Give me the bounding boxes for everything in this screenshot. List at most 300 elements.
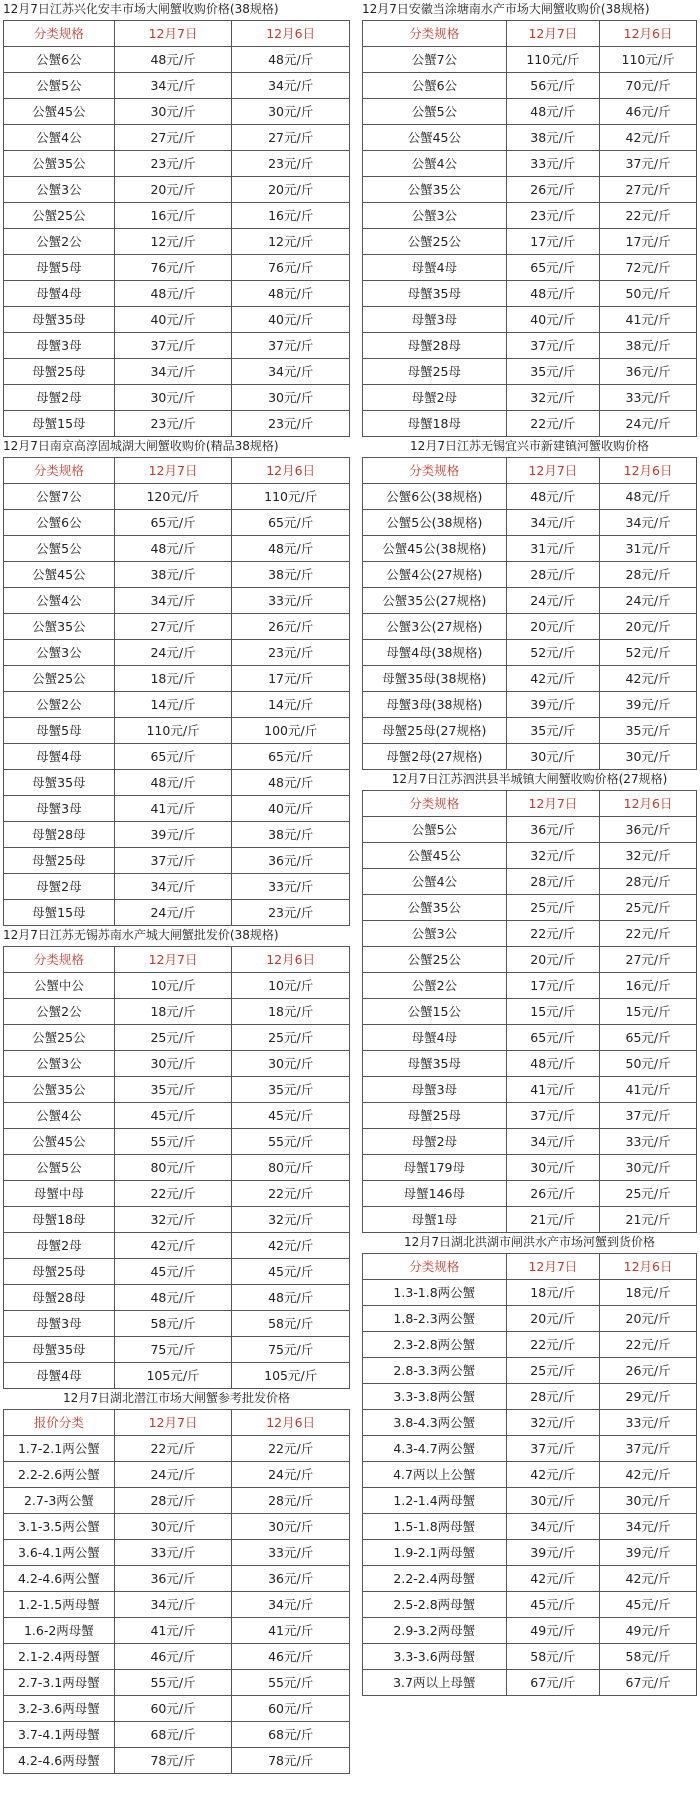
table-row bbox=[4, 125, 350, 151]
spec-cell: 3.3-3.6两母蟹 bbox=[363, 1644, 507, 1670]
price-cell: 28元/斤 bbox=[114, 1488, 232, 1514]
spec-cell: 母蟹25母(27规格) bbox=[363, 718, 507, 744]
spec-cell: 公蟹45公 bbox=[4, 562, 115, 588]
price-cell: 45元/斤 bbox=[114, 1103, 232, 1129]
table-row bbox=[363, 921, 697, 947]
table-row bbox=[4, 692, 350, 718]
price-table bbox=[362, 1253, 697, 1696]
price-cell: 31元/斤 bbox=[506, 536, 600, 562]
table-row bbox=[363, 1207, 697, 1233]
spec-cell: 公蟹4公 bbox=[4, 125, 115, 151]
price-cell: 24元/斤 bbox=[232, 1462, 350, 1488]
price-cell: 26元/斤 bbox=[232, 614, 350, 640]
price-cell: 58元/斤 bbox=[232, 1311, 350, 1337]
price-cell: 37元/斤 bbox=[600, 151, 697, 177]
spec-cell: 3.2-3.6两母蟹 bbox=[4, 1696, 115, 1722]
table-row bbox=[4, 1696, 350, 1722]
table-row bbox=[363, 99, 697, 125]
block-title: 12月7日江苏兴化安丰市场大闸蟹收购价格(38规格) bbox=[3, 2, 279, 16]
price-cell: 24元/斤 bbox=[506, 588, 600, 614]
price-cell: 42元/斤 bbox=[600, 1462, 697, 1488]
spec-cell: 3.1-3.5两公蟹 bbox=[4, 1514, 115, 1540]
price-cell: 30元/斤 bbox=[506, 744, 600, 770]
column-header: 12月6日 bbox=[600, 21, 697, 47]
price-cell: 33元/斤 bbox=[232, 588, 350, 614]
spec-cell: 母蟹3母 bbox=[4, 333, 115, 359]
spec-cell: 母蟹18母 bbox=[4, 1207, 115, 1233]
price-cell: 49元/斤 bbox=[506, 1618, 600, 1644]
price-cell: 34元/斤 bbox=[114, 588, 232, 614]
table-row bbox=[4, 999, 350, 1025]
spec-cell: 2.2-2.4两母蟹 bbox=[363, 1566, 507, 1592]
table-row bbox=[4, 718, 350, 744]
price-cell: 41元/斤 bbox=[600, 1077, 697, 1103]
table-row bbox=[363, 1488, 697, 1514]
price-cell: 20元/斤 bbox=[506, 1306, 600, 1332]
price-table bbox=[3, 1409, 350, 1774]
price-cell: 32元/斤 bbox=[600, 843, 697, 869]
spec-cell: 母蟹35母 bbox=[363, 281, 507, 307]
table-row bbox=[4, 1488, 350, 1514]
spec-cell: 公蟹35公 bbox=[4, 1077, 115, 1103]
price-cell: 10元/斤 bbox=[114, 973, 232, 999]
table-row bbox=[363, 1436, 697, 1462]
price-cell: 76元/斤 bbox=[232, 255, 350, 281]
table-row bbox=[363, 1592, 697, 1618]
table-row bbox=[363, 1514, 697, 1540]
price-cell: 34元/斤 bbox=[506, 1514, 600, 1540]
table-row bbox=[4, 1259, 350, 1285]
price-cell: 48元/斤 bbox=[114, 770, 232, 796]
price-cell: 40元/斤 bbox=[232, 307, 350, 333]
price-cell: 34元/斤 bbox=[600, 1514, 697, 1540]
spec-cell: 公蟹25公 bbox=[363, 229, 507, 255]
spec-cell: 公蟹3公 bbox=[4, 1051, 115, 1077]
table-header-row bbox=[4, 458, 350, 484]
table-row bbox=[4, 796, 350, 822]
price-cell: 67元/斤 bbox=[600, 1670, 697, 1696]
spec-cell: 公蟹25公 bbox=[363, 947, 507, 973]
price-cell: 34元/斤 bbox=[114, 874, 232, 900]
price-cell: 35元/斤 bbox=[232, 1077, 350, 1103]
price-cell: 39元/斤 bbox=[600, 1540, 697, 1566]
price-cell: 40元/斤 bbox=[232, 796, 350, 822]
price-cell: 39元/斤 bbox=[114, 822, 232, 848]
table-row bbox=[363, 73, 697, 99]
table-row bbox=[4, 99, 350, 125]
spec-cell: 母蟹3母(38规格) bbox=[363, 692, 507, 718]
table-header-row bbox=[363, 21, 697, 47]
spec-cell: 2.7-3.1两母蟹 bbox=[4, 1670, 115, 1696]
spec-cell: 母蟹1母 bbox=[363, 1207, 507, 1233]
spec-cell: 母蟹4母 bbox=[4, 281, 115, 307]
price-cell: 20元/斤 bbox=[600, 614, 697, 640]
price-cell: 48元/斤 bbox=[506, 99, 600, 125]
column-header: 12月7日 bbox=[506, 458, 600, 484]
column-header: 分类规格 bbox=[363, 791, 507, 817]
spec-cell: 母蟹179母 bbox=[363, 1155, 507, 1181]
price-cell: 34元/斤 bbox=[600, 510, 697, 536]
price-cell: 18元/斤 bbox=[114, 999, 232, 1025]
price-cell: 28元/斤 bbox=[232, 1488, 350, 1514]
table-row bbox=[4, 973, 350, 999]
price-cell: 70元/斤 bbox=[600, 73, 697, 99]
price-cell: 25元/斤 bbox=[232, 1025, 350, 1051]
spec-cell: 母蟹25母 bbox=[4, 1259, 115, 1285]
price-cell: 17元/斤 bbox=[506, 229, 600, 255]
table-row bbox=[363, 385, 697, 411]
price-cell: 41元/斤 bbox=[114, 796, 232, 822]
table-row bbox=[4, 510, 350, 536]
column-header: 报价分类 bbox=[4, 1410, 115, 1436]
price-cell: 22元/斤 bbox=[114, 1436, 232, 1462]
spec-cell: 母蟹3母 bbox=[4, 1311, 115, 1337]
price-cell: 16元/斤 bbox=[114, 203, 232, 229]
column-header: 12月7日 bbox=[506, 21, 600, 47]
block-title: 12月7日江苏无锡苏南水产城大闸蟹批发价(38规格) bbox=[3, 928, 279, 942]
price-cell: 23元/斤 bbox=[232, 640, 350, 666]
price-cell: 55元/斤 bbox=[232, 1129, 350, 1155]
spec-cell: 母蟹25母 bbox=[363, 359, 507, 385]
spec-cell: 公蟹2公 bbox=[4, 692, 115, 718]
price-cell: 48元/斤 bbox=[232, 770, 350, 796]
price-cell: 38元/斤 bbox=[232, 822, 350, 848]
table-row bbox=[363, 614, 697, 640]
spec-cell: 公蟹6公 bbox=[4, 47, 115, 73]
column-header: 12月6日 bbox=[232, 21, 350, 47]
spec-cell: 公蟹4公(27规格) bbox=[363, 562, 507, 588]
price-cell: 27元/斤 bbox=[114, 125, 232, 151]
table-row bbox=[4, 47, 350, 73]
price-cell: 45元/斤 bbox=[232, 1259, 350, 1285]
spec-cell: 1.3-1.8两公蟹 bbox=[363, 1280, 507, 1306]
price-cell: 110元/斤 bbox=[506, 47, 600, 73]
spec-cell: 母蟹35母 bbox=[4, 1337, 115, 1363]
spec-cell: 母蟹4母 bbox=[4, 1363, 115, 1389]
spec-cell: 公蟹6公 bbox=[363, 73, 507, 99]
table-row bbox=[363, 895, 697, 921]
price-cell: 105元/斤 bbox=[114, 1363, 232, 1389]
spec-cell: 母蟹中母 bbox=[4, 1181, 115, 1207]
spec-cell: 4.7两以上公蟹 bbox=[363, 1462, 507, 1488]
price-cell: 42元/斤 bbox=[506, 666, 600, 692]
spec-cell: 母蟹2母 bbox=[363, 385, 507, 411]
table-row bbox=[4, 1592, 350, 1618]
table-row bbox=[4, 333, 350, 359]
price-cell: 72元/斤 bbox=[600, 255, 697, 281]
price-cell: 15元/斤 bbox=[600, 999, 697, 1025]
spec-cell: 母蟹28母 bbox=[4, 822, 115, 848]
spec-cell: 公蟹45公 bbox=[4, 1129, 115, 1155]
table-row bbox=[363, 640, 697, 666]
price-cell: 30元/斤 bbox=[114, 1051, 232, 1077]
price-cell: 22元/斤 bbox=[506, 411, 600, 437]
price-cell: 50元/斤 bbox=[600, 1051, 697, 1077]
column-header: 12月6日 bbox=[232, 458, 350, 484]
price-cell: 18元/斤 bbox=[600, 1280, 697, 1306]
price-cell: 23元/斤 bbox=[114, 411, 232, 437]
block-title: 12月7日南京高淳固城湖大闸蟹收购价(精品38规格) bbox=[3, 439, 279, 453]
price-cell: 46元/斤 bbox=[600, 99, 697, 125]
price-cell: 23元/斤 bbox=[506, 203, 600, 229]
price-cell: 30元/斤 bbox=[232, 1051, 350, 1077]
price-table bbox=[362, 790, 697, 1233]
price-cell: 22元/斤 bbox=[506, 921, 600, 947]
price-cell: 67元/斤 bbox=[506, 1670, 600, 1696]
price-cell: 30元/斤 bbox=[600, 744, 697, 770]
spec-cell: 公蟹45公 bbox=[363, 843, 507, 869]
price-cell: 29元/斤 bbox=[600, 1384, 697, 1410]
price-cell: 14元/斤 bbox=[232, 692, 350, 718]
price-cell: 48元/斤 bbox=[506, 484, 600, 510]
table-row bbox=[4, 1285, 350, 1311]
spec-cell: 母蟹25母 bbox=[4, 848, 115, 874]
spec-cell: 1.2-1.4两母蟹 bbox=[363, 1488, 507, 1514]
price-cell: 35元/斤 bbox=[600, 718, 697, 744]
table-row bbox=[4, 484, 350, 510]
price-cell: 49元/斤 bbox=[600, 1618, 697, 1644]
spec-cell: 公蟹4公 bbox=[363, 869, 507, 895]
price-cell: 17元/斤 bbox=[600, 229, 697, 255]
price-cell: 25元/斤 bbox=[114, 1025, 232, 1051]
column-header: 12月6日 bbox=[232, 1410, 350, 1436]
table-row bbox=[363, 229, 697, 255]
spec-cell: 母蟹2母 bbox=[4, 1233, 115, 1259]
table-row bbox=[363, 869, 697, 895]
spec-cell: 母蟹35母 bbox=[363, 1051, 507, 1077]
spec-cell: 公蟹25公 bbox=[4, 1025, 115, 1051]
price-cell: 52元/斤 bbox=[506, 640, 600, 666]
table-row bbox=[4, 874, 350, 900]
price-cell: 48元/斤 bbox=[114, 1285, 232, 1311]
table-row bbox=[363, 718, 697, 744]
price-cell: 37元/斤 bbox=[232, 333, 350, 359]
price-cell: 42元/斤 bbox=[506, 1566, 600, 1592]
spec-cell: 母蟹5母 bbox=[4, 718, 115, 744]
spec-cell: 母蟹3母 bbox=[363, 307, 507, 333]
spec-cell: 母蟹4母 bbox=[4, 744, 115, 770]
spec-cell: 母蟹25母 bbox=[4, 359, 115, 385]
price-cell: 12元/斤 bbox=[232, 229, 350, 255]
spec-cell: 2.5-2.8两母蟹 bbox=[363, 1592, 507, 1618]
price-block bbox=[3, 437, 350, 926]
price-cell: 48元/斤 bbox=[114, 536, 232, 562]
price-cell: 24元/斤 bbox=[114, 1462, 232, 1488]
spec-cell: 公蟹3公(27规格) bbox=[363, 614, 507, 640]
price-cell: 37元/斤 bbox=[506, 333, 600, 359]
spec-cell: 公蟹7公 bbox=[4, 484, 115, 510]
price-cell: 20元/斤 bbox=[506, 947, 600, 973]
table-row bbox=[363, 1410, 697, 1436]
price-cell: 50元/斤 bbox=[600, 281, 697, 307]
spec-cell: 母蟹28母 bbox=[363, 333, 507, 359]
price-cell: 33元/斤 bbox=[600, 385, 697, 411]
table-header-row bbox=[363, 458, 697, 484]
price-cell: 110元/斤 bbox=[600, 47, 697, 73]
price-cell: 39元/斤 bbox=[600, 692, 697, 718]
price-cell: 48元/斤 bbox=[114, 281, 232, 307]
price-cell: 56元/斤 bbox=[506, 73, 600, 99]
price-cell: 26元/斤 bbox=[506, 1181, 600, 1207]
table-row bbox=[363, 1540, 697, 1566]
spec-cell: 母蟹35母 bbox=[4, 307, 115, 333]
table-row bbox=[363, 744, 697, 770]
column-header: 分类规格 bbox=[4, 458, 115, 484]
spec-cell: 4.3-4.7两公蟹 bbox=[363, 1436, 507, 1462]
price-table bbox=[362, 457, 697, 770]
price-cell: 36元/斤 bbox=[600, 817, 697, 843]
table-header-row bbox=[363, 1254, 697, 1280]
price-cell: 68元/斤 bbox=[232, 1722, 350, 1748]
table-row bbox=[4, 1207, 350, 1233]
spec-cell: 公蟹3公 bbox=[4, 177, 115, 203]
spec-cell: 公蟹45公(38规格) bbox=[363, 536, 507, 562]
price-cell: 48元/斤 bbox=[232, 47, 350, 73]
spec-cell: 4.2-4.6两公蟹 bbox=[4, 1566, 115, 1592]
spec-cell: 3.7两以上母蟹 bbox=[363, 1670, 507, 1696]
price-cell: 23元/斤 bbox=[232, 411, 350, 437]
price-cell: 37元/斤 bbox=[506, 1436, 600, 1462]
table-row bbox=[363, 1181, 697, 1207]
spec-cell: 母蟹4母 bbox=[363, 1025, 507, 1051]
table-row bbox=[363, 1332, 697, 1358]
table-row bbox=[4, 744, 350, 770]
price-cell: 78元/斤 bbox=[232, 1748, 350, 1774]
column-header: 12月7日 bbox=[114, 458, 232, 484]
price-cell: 52元/斤 bbox=[600, 640, 697, 666]
price-cell: 110元/斤 bbox=[114, 718, 232, 744]
price-cell: 34元/斤 bbox=[506, 1129, 600, 1155]
price-cell: 30元/斤 bbox=[232, 1514, 350, 1540]
spec-cell: 母蟹2母 bbox=[363, 1129, 507, 1155]
table-row bbox=[4, 307, 350, 333]
table-row bbox=[4, 73, 350, 99]
price-cell: 18元/斤 bbox=[114, 666, 232, 692]
table-row bbox=[4, 1462, 350, 1488]
table-row bbox=[363, 411, 697, 437]
price-cell: 30元/斤 bbox=[232, 99, 350, 125]
price-cell: 75元/斤 bbox=[114, 1337, 232, 1363]
table-row bbox=[4, 281, 350, 307]
price-cell: 42元/斤 bbox=[114, 1233, 232, 1259]
spec-cell: 1.8-2.3两公蟹 bbox=[363, 1306, 507, 1332]
price-cell: 16元/斤 bbox=[232, 203, 350, 229]
table-header-row bbox=[4, 1410, 350, 1436]
price-cell: 28元/斤 bbox=[600, 869, 697, 895]
price-cell: 38元/斤 bbox=[600, 333, 697, 359]
spec-cell: 母蟹3母 bbox=[4, 796, 115, 822]
table-row bbox=[4, 385, 350, 411]
spec-cell: 公蟹35公(27规格) bbox=[363, 588, 507, 614]
table-row bbox=[363, 125, 697, 151]
price-cell: 30元/斤 bbox=[114, 385, 232, 411]
price-cell: 40元/斤 bbox=[506, 307, 600, 333]
price-cell: 18元/斤 bbox=[506, 1280, 600, 1306]
price-cell: 38元/斤 bbox=[506, 125, 600, 151]
price-cell: 30元/斤 bbox=[506, 1155, 600, 1181]
table-row bbox=[363, 47, 697, 73]
column-header: 12月6日 bbox=[600, 1254, 697, 1280]
price-cell: 37元/斤 bbox=[506, 1103, 600, 1129]
spec-cell: 公蟹7公 bbox=[363, 47, 507, 73]
table-row bbox=[4, 1644, 350, 1670]
spec-cell: 2.3-2.8两公蟹 bbox=[363, 1332, 507, 1358]
block-title: 12月7日湖北洪湖市闸洪水产市场河蟹到货价格 bbox=[404, 1235, 655, 1249]
table-row bbox=[4, 255, 350, 281]
spec-cell: 公蟹25公 bbox=[4, 666, 115, 692]
price-cell: 20元/斤 bbox=[600, 1306, 697, 1332]
table-row bbox=[363, 333, 697, 359]
table-row bbox=[4, 848, 350, 874]
price-cell: 36元/斤 bbox=[506, 817, 600, 843]
table-row bbox=[4, 562, 350, 588]
price-cell: 22元/斤 bbox=[232, 1436, 350, 1462]
table-row bbox=[363, 1280, 697, 1306]
spec-cell: 2.2-2.6两公蟹 bbox=[4, 1462, 115, 1488]
column-header: 分类规格 bbox=[4, 21, 115, 47]
spec-cell: 公蟹4公 bbox=[4, 588, 115, 614]
price-cell: 24元/斤 bbox=[114, 640, 232, 666]
spec-cell: 母蟹2母 bbox=[4, 385, 115, 411]
price-cell: 34元/斤 bbox=[232, 1592, 350, 1618]
price-block bbox=[362, 0, 697, 437]
price-cell: 65元/斤 bbox=[600, 1025, 697, 1051]
price-cell: 21元/斤 bbox=[506, 1207, 600, 1233]
table-row bbox=[363, 1644, 697, 1670]
price-cell: 35元/斤 bbox=[506, 359, 600, 385]
price-cell: 38元/斤 bbox=[232, 562, 350, 588]
price-cell: 48元/斤 bbox=[506, 281, 600, 307]
price-cell: 23元/斤 bbox=[114, 151, 232, 177]
price-cell: 48元/斤 bbox=[506, 1051, 600, 1077]
block-title: 12月7日安徽当涂塘南水产市场大闸蟹收购价(38规格) bbox=[362, 2, 650, 16]
spec-cell: 母蟹4母(38规格) bbox=[363, 640, 507, 666]
price-cell: 65元/斤 bbox=[232, 510, 350, 536]
spec-cell: 1.9-2.1两母蟹 bbox=[363, 1540, 507, 1566]
spec-cell: 母蟹35母 bbox=[4, 770, 115, 796]
spec-cell: 母蟹2母 bbox=[4, 874, 115, 900]
spec-cell: 母蟹18母 bbox=[363, 411, 507, 437]
price-cell: 28元/斤 bbox=[506, 869, 600, 895]
price-cell: 27元/斤 bbox=[600, 947, 697, 973]
table-row bbox=[4, 640, 350, 666]
table-row bbox=[4, 1363, 350, 1389]
price-cell: 60元/斤 bbox=[114, 1696, 232, 1722]
price-cell: 39元/斤 bbox=[506, 1540, 600, 1566]
spec-cell: 母蟹28母 bbox=[4, 1285, 115, 1311]
block-title: 12月7日湖北潜江市场大闸蟹参考批发价格 bbox=[63, 1391, 290, 1405]
price-cell: 48元/斤 bbox=[600, 484, 697, 510]
spec-cell: 1.2-1.5两母蟹 bbox=[4, 1592, 115, 1618]
table-row bbox=[363, 1155, 697, 1181]
spec-cell: 公蟹6公(38规格) bbox=[363, 484, 507, 510]
price-cell: 36元/斤 bbox=[232, 1566, 350, 1592]
table-row bbox=[363, 177, 697, 203]
price-cell: 27元/斤 bbox=[232, 125, 350, 151]
table-row bbox=[4, 1436, 350, 1462]
price-cell: 65元/斤 bbox=[232, 744, 350, 770]
price-cell: 33元/斤 bbox=[232, 1540, 350, 1566]
table-row bbox=[363, 536, 697, 562]
price-cell: 42元/斤 bbox=[506, 1462, 600, 1488]
table-row bbox=[4, 1337, 350, 1363]
column-header: 12月6日 bbox=[600, 791, 697, 817]
price-cell: 35元/斤 bbox=[114, 1077, 232, 1103]
table-row bbox=[363, 255, 697, 281]
table-row bbox=[4, 1077, 350, 1103]
price-cell: 31元/斤 bbox=[600, 536, 697, 562]
column-header: 12月7日 bbox=[506, 791, 600, 817]
